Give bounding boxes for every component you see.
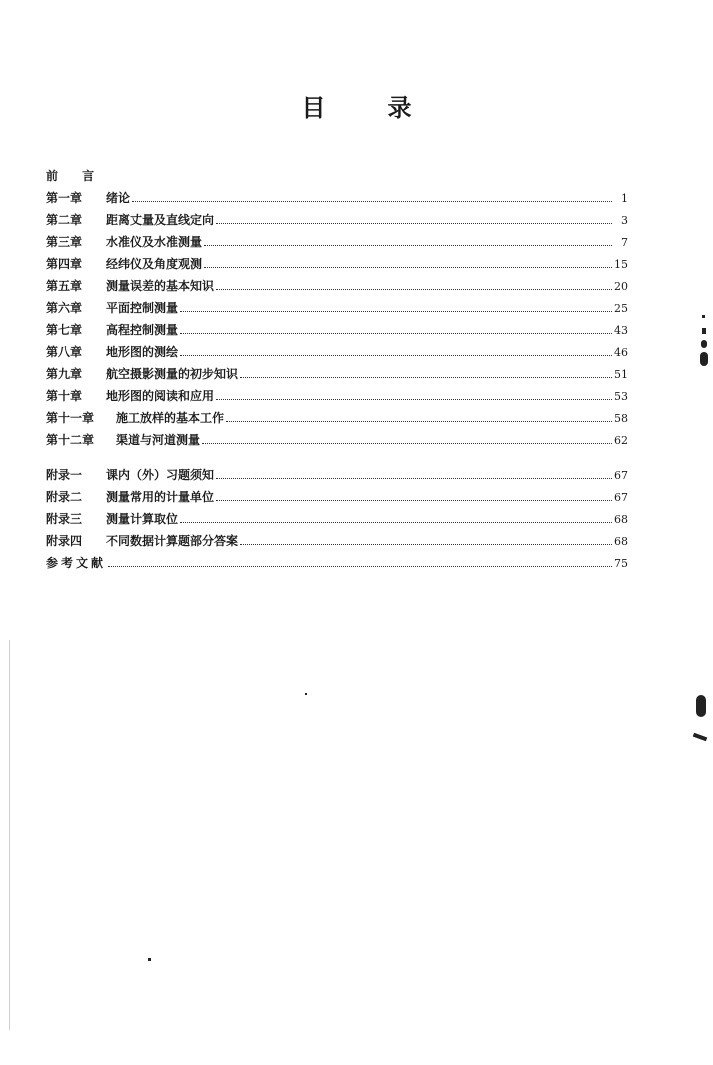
toc-entry-number: 第十一章: [46, 411, 95, 425]
scan-speck: [702, 328, 706, 334]
toc-entry-title: 课内（外）习题须知: [106, 468, 215, 482]
toc-leader-dots: [202, 443, 612, 444]
toc-entry-number: 第二章: [46, 213, 83, 227]
toc-leader-dots: [180, 355, 612, 356]
toc-entry-chapter-1[interactable]: [46, 187, 628, 209]
toc-entry-number: 第四章: [46, 257, 83, 271]
toc-entry-chapter-10[interactable]: [46, 385, 628, 407]
scan-speck: [696, 695, 706, 717]
toc-entry-number: 第七章: [46, 323, 83, 337]
toc-entry-number: 附录一: [46, 468, 83, 482]
toc-entry-title: 水准仪及水准测量: [106, 235, 203, 249]
toc-leader-dots: [180, 522, 612, 523]
toc-entry-appendix-1[interactable]: [46, 464, 628, 486]
title-char-1: 目: [301, 94, 326, 122]
toc-leader-dots: [204, 267, 612, 268]
toc-entry-title: 渠道与河道测量: [116, 433, 201, 447]
toc-entry-chapter-9[interactable]: [46, 363, 628, 385]
toc-entry-page: 25: [614, 302, 628, 315]
table-of-contents: [46, 165, 628, 574]
scan-edge-line: [9, 640, 10, 1030]
toc-entry-page: 51: [614, 368, 628, 381]
toc-leader-dots: [226, 421, 612, 422]
toc-entry-number: 附录二: [46, 490, 83, 504]
toc-entry-title: 施工放样的基本工作: [116, 411, 225, 425]
toc-entry-page: 68: [614, 535, 628, 548]
toc-entry-number: 参考文献: [46, 556, 107, 570]
scan-speck: [305, 693, 307, 695]
toc-entry-number: 附录三: [46, 512, 83, 526]
toc-entry-number: 第五章: [46, 279, 83, 293]
toc-entry-page: 46: [614, 346, 628, 359]
toc-leader-dots: [216, 289, 612, 290]
toc-entry-title: 平面控制测量: [106, 301, 179, 315]
title-char-2: 录: [387, 94, 412, 122]
toc-entry-chapter-5[interactable]: [46, 275, 628, 297]
toc-entry-chapter-8[interactable]: [46, 341, 628, 363]
toc-entry-number: 第八章: [46, 345, 83, 359]
toc-entry-chapter-12[interactable]: [46, 429, 628, 451]
toc-entry-chapter-11[interactable]: [46, 407, 628, 429]
toc-entry-preface[interactable]: [46, 165, 628, 187]
page-title: [0, 88, 713, 123]
scan-speck: [702, 315, 705, 318]
toc-entry-page: 7: [621, 236, 628, 249]
toc-entry-chapter-3[interactable]: [46, 231, 628, 253]
toc-entry-references[interactable]: [46, 552, 628, 574]
toc-entry-chapter-7[interactable]: [46, 319, 628, 341]
toc-entry-number: 第九章: [46, 367, 83, 381]
scan-speck: [693, 733, 708, 742]
toc-entry-title: 绪论: [106, 191, 131, 205]
toc-entry-title: 地形图的测绘: [106, 345, 179, 359]
toc-entry-title: 经纬仪及角度观测: [106, 257, 203, 271]
toc-entry-page: 67: [614, 469, 628, 482]
toc-leader-dots: [240, 544, 612, 545]
toc-entry-number: 第十章: [46, 389, 83, 403]
toc-entry-page: 67: [614, 491, 628, 504]
toc-leader-dots: [216, 223, 612, 224]
toc-entry-page: 20: [614, 280, 628, 293]
toc-entry-page: 62: [614, 434, 628, 447]
toc-entry-page: 15: [614, 258, 628, 271]
toc-entry-chapter-4[interactable]: [46, 253, 628, 275]
toc-entry-title: 测量计算取位: [106, 512, 179, 526]
toc-entry-page: 58: [614, 412, 628, 425]
toc-leader-dots: [216, 500, 612, 501]
toc-entry-appendix-3[interactable]: [46, 508, 628, 530]
toc-entry-number: 第三章: [46, 235, 83, 249]
toc-leader-dots: [240, 377, 612, 378]
toc-leader-dots: [216, 399, 612, 400]
toc-entry-number: 第一章: [46, 191, 83, 205]
toc-leader-dots: [108, 566, 612, 567]
toc-entry-page: 43: [614, 324, 628, 337]
toc-entry-page: 68: [614, 513, 628, 526]
scan-speck: [148, 958, 151, 961]
toc-entry-number: 附录四: [46, 534, 83, 548]
toc-entry-page: 53: [614, 390, 628, 403]
toc-entry-title: 测量常用的计量单位: [106, 490, 215, 504]
toc-leader-dots: [216, 478, 612, 479]
scan-speck: [701, 340, 707, 348]
toc-entry-chapter-6[interactable]: [46, 297, 628, 319]
toc-entry-appendix-2[interactable]: [46, 486, 628, 508]
toc-entry-title: 距离丈量及直线定向: [106, 213, 215, 227]
toc-entry-title: 测量误差的基本知识: [106, 279, 215, 293]
toc-entry-number: 前 言: [46, 169, 105, 183]
scan-speck: [700, 352, 708, 366]
toc-entry-title: 不同数据计算题部分答案: [106, 534, 239, 548]
toc-leader-dots: [132, 201, 612, 202]
toc-entry-chapter-2[interactable]: [46, 209, 628, 231]
toc-entry-page: 3: [621, 214, 628, 227]
toc-leader-dots: [180, 333, 612, 334]
toc-entry-appendix-4[interactable]: [46, 530, 628, 552]
toc-entry-page: 1: [621, 192, 628, 205]
toc-entry-title: 高程控制测量: [106, 323, 179, 337]
toc-leader-dots: [204, 245, 612, 246]
toc-entry-title: 地形图的阅读和应用: [106, 389, 215, 403]
toc-entry-number: 第十二章: [46, 433, 95, 447]
toc-entry-number: 第六章: [46, 301, 83, 315]
toc-leader-dots: [180, 311, 612, 312]
toc-entry-page: 75: [614, 557, 628, 570]
toc-entry-title: 航空摄影测量的初步知识: [106, 367, 239, 381]
